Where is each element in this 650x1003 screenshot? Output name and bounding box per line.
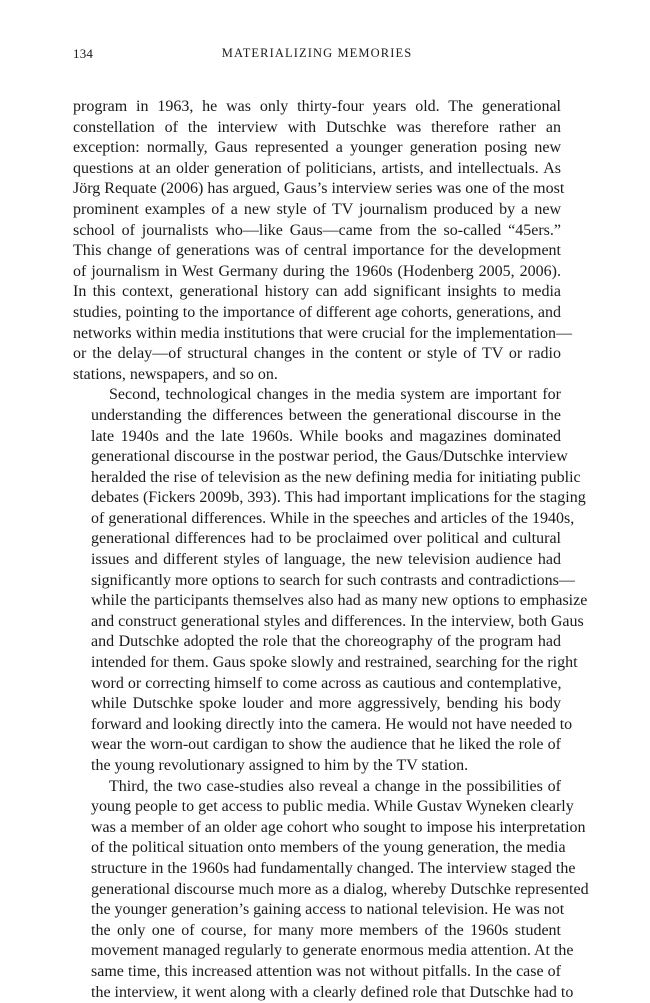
text-line: questions at an older generation of politicians, artists, and intellectuals. As xyxy=(73,159,561,177)
text-line: Second, technological changes in the media system are important for xyxy=(109,386,561,404)
text-line: of journalism in West Germany during the 1960s (Hodenberg 2005, 2006). xyxy=(73,262,561,280)
text-line: school of journalists who—like Gaus—came from the so-called “45ers.” xyxy=(73,221,561,239)
text-line: while the participants themselves also had as many new options to emphasize xyxy=(91,592,588,610)
text-line: heralded the rise of television as the new defining media for initiating public xyxy=(91,468,581,486)
text-line: understanding the differences between the generational discourse in the xyxy=(91,406,561,424)
body-text xyxy=(73,97,589,1003)
text-line: In this context, generational history can add significant insights to media xyxy=(73,283,561,301)
text-line: the young revolutionary assigned to him by the TV station. xyxy=(91,757,469,774)
running-head xyxy=(73,46,561,66)
text-line: program in 1963, he was only thirty-four years old. The generational xyxy=(73,98,561,115)
paragraph xyxy=(73,97,572,385)
text-line: young people to get access to public media. While Gustav Wyneken clearly xyxy=(91,798,574,816)
text-line: the only one of course, for many more members of the 1960s student xyxy=(91,921,561,939)
text-line: significantly more options to search for such contrasts and contradictions— xyxy=(91,571,575,589)
text-line: and Dutschke adopted the role that the choreography of the program had xyxy=(91,633,561,651)
text-line: prominent examples of a new style of TV journalism produced by a new xyxy=(73,200,561,218)
text-line: intended for them. Gaus spoke slowly and restrained, searching for the right xyxy=(91,654,578,672)
text-line: issues and different styles of language, the new television audience had xyxy=(91,551,561,569)
text-line: late 1940s and the late 1960s. While books and magazines dominated xyxy=(91,427,561,445)
running-title: MATERIALIZING MEMORIES xyxy=(221,46,413,60)
text-line: of the political situation onto members of the young generation, the media xyxy=(91,839,566,857)
text-line: movement managed regularly to generate enormous media attention. At the xyxy=(91,942,574,960)
text-line: constellation of the interview with Dutschke was therefore rather an xyxy=(73,118,561,136)
paragraph xyxy=(73,777,589,1003)
text-line: and construct generational styles and differences. In the interview, both Gaus xyxy=(91,612,584,630)
text-line: Third, the two case-studies also reveal a change in the possibilities of xyxy=(109,777,561,795)
text-line: or the delay—of structural changes in the content or style of TV or radio xyxy=(73,345,561,363)
text-line: This change of generations was of central importance for the development xyxy=(73,242,561,260)
text-line: generational discourse in the postwar period, the Gaus/Dutschke interview xyxy=(91,448,568,466)
text-line: studies, pointing to the importance of different age cohorts, generations, and xyxy=(73,303,562,321)
text-line: wear the worn-out cardigan to show the audience that he liked the role of xyxy=(91,736,561,754)
paragraph xyxy=(73,385,588,776)
text-line: same time, this increased attention was not without pitfalls. In the case of xyxy=(91,962,561,980)
page-number: 134 xyxy=(73,46,94,61)
text-line: stations, newspapers, and so on. xyxy=(73,365,278,383)
text-line: generational discourse much more as a dialog, whereby Dutschke represented xyxy=(91,880,589,898)
text-line: word or correcting himself to come across as cautious and contemplative, xyxy=(91,674,562,692)
text-line: forward and looking directly into the camera. He would not have needed to xyxy=(91,715,573,733)
text-line: networks within media institutions that were crucial for the implementation— xyxy=(73,324,572,342)
text-line: the younger generation’s gaining access to national television. He was not xyxy=(91,901,565,919)
text-line: structure in the 1960s had fundamentally changed. The interview staged the xyxy=(91,859,576,877)
text-line: of generational differences. While in the speeches and articles of the 1940s, xyxy=(91,509,575,527)
text-line: exception: normally, Gaus represented a younger generation posing new xyxy=(73,139,561,157)
text-line: debates (Fickers 2009b, 393). This had important implications for the staging xyxy=(91,489,586,507)
text-line: the interview, it went along with a clearly defined role that Dutschke had to xyxy=(91,983,574,1001)
text-line: Jörg Requate (2006) has argued, Gaus’s interview series was one of the most xyxy=(73,180,565,198)
text-line: was a member of an older age cohort who sought to impose his interpretation xyxy=(91,818,586,836)
text-line: generational differences had to be proclaimed over political and cultural xyxy=(91,530,561,548)
text-line: while Dutschke spoke louder and more aggressively, bending his body xyxy=(91,695,561,713)
